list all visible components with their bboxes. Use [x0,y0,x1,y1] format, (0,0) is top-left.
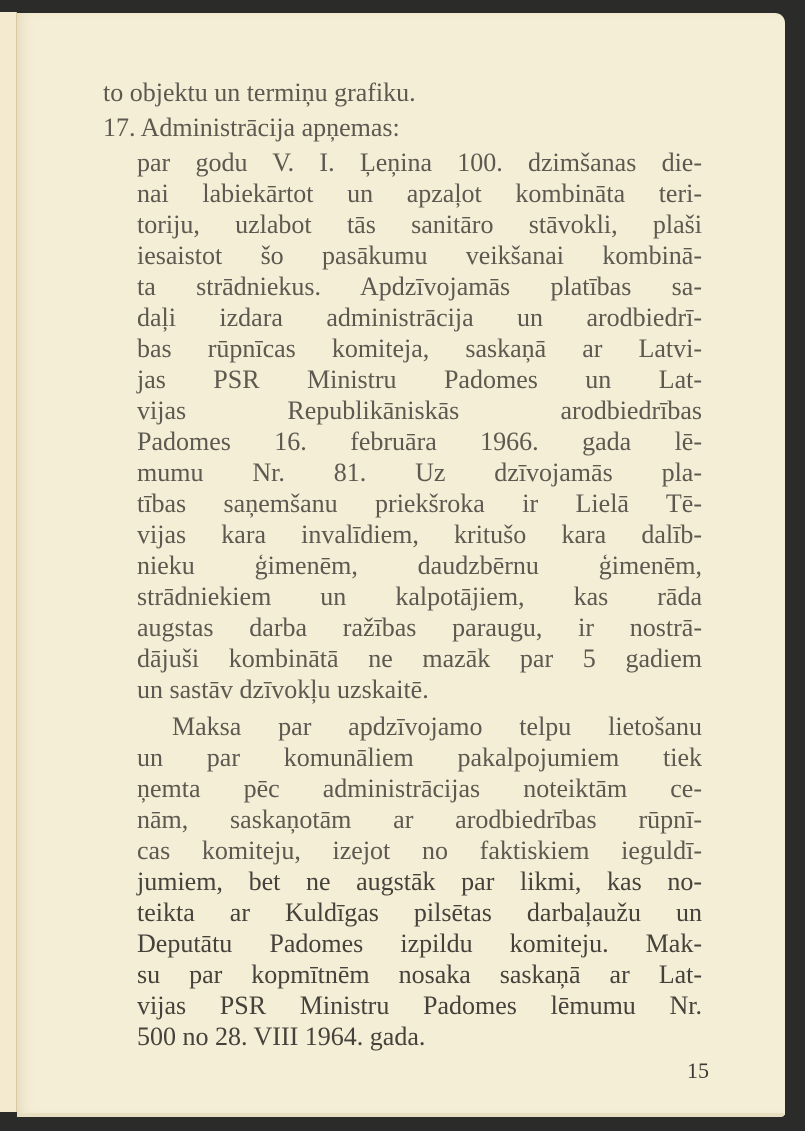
text-line: un par komunāliem pakalpojumiem tiek [137,743,702,772]
text-line: su par kopmītnēm nosaka saskaņā ar Lat- [137,960,702,989]
text-line: toriju, uzlabot tās sanitāro stāvokli, plaši [137,210,702,239]
text-line: jas PSR Ministru Padomes un Lat- [137,365,702,394]
text-line: daļi izdara administrācija un arodbiedrī- [137,303,702,332]
text-line: un sastāv dzīvokļu uzskaitē. [137,675,429,704]
item-heading: 17. Administrācija apņemas: [103,113,400,142]
text-line: mumu Nr. 81. Uz dzīvojamās pla- [137,458,702,487]
page-number: 15 [687,1058,709,1083]
text-line: cas komiteju, izejot no faktiskiem ieguldī- [137,836,702,865]
text-line: Padomes 16. februāra 1966. gada lē- [137,427,702,456]
text-line: jumiem, bet ne augstāk par likmi, kas no- [137,867,702,896]
text-line: vijas Republikāniskās arodbiedrības [137,396,702,425]
text-line: nām, saskaņotām ar arodbiedrības rūpnī- [137,805,702,834]
text-line: to objektu un termiņu grafiku. [103,78,416,107]
text-line: bas rūpnīcas komiteja, saskaņā ar Latvi- [137,334,702,363]
text-line: ta strādniekus. Apdzīvojamās platības sa- [137,272,702,301]
text-line: nieku ģimenēm, daudzbērnu ģimenēm, [137,551,702,580]
text-line: par godu V. I. Ļeņina 100. dzimšanas die- [137,148,702,177]
text-line: vijas kara invalīdiem, kritušo kara dalīb- [137,520,702,549]
paragraph-first-line: Maksa par apdzīvojamo telpu lietošanu [172,712,702,741]
previous-page-edge [0,12,17,1112]
text-line: tības saņemšanu priekšroka ir Lielā Tē- [137,489,702,518]
text-line: augstas darba ražības paraugu, ir nostrā- [137,613,702,642]
text-line: teikta ar Kuldīgas pilsētas darbaļaužu un [137,898,702,927]
text-line: Deputātu Padomes izpildu komiteju. Mak- [137,929,702,958]
text-line: dājuši kombinātā ne mazāk par 5 gadiem [137,644,702,673]
text-line: ņemta pēc administrācijas noteiktām ce- [137,774,702,803]
text-line: 500 no 28. VIII 1964. gada. [137,1022,426,1051]
text-line: strādniekiem un kalpotājiem, kas rāda [137,582,702,611]
text-line: vijas PSR Ministru Padomes lēmumu Nr. [137,991,702,1020]
page-bottom-edge [17,1113,785,1117]
text-line: iesaistot šo pasākumu veikšanai kombinā- [137,241,702,270]
text-line: nai labiekārtot un apzaļot kombināta teri- [137,179,702,208]
